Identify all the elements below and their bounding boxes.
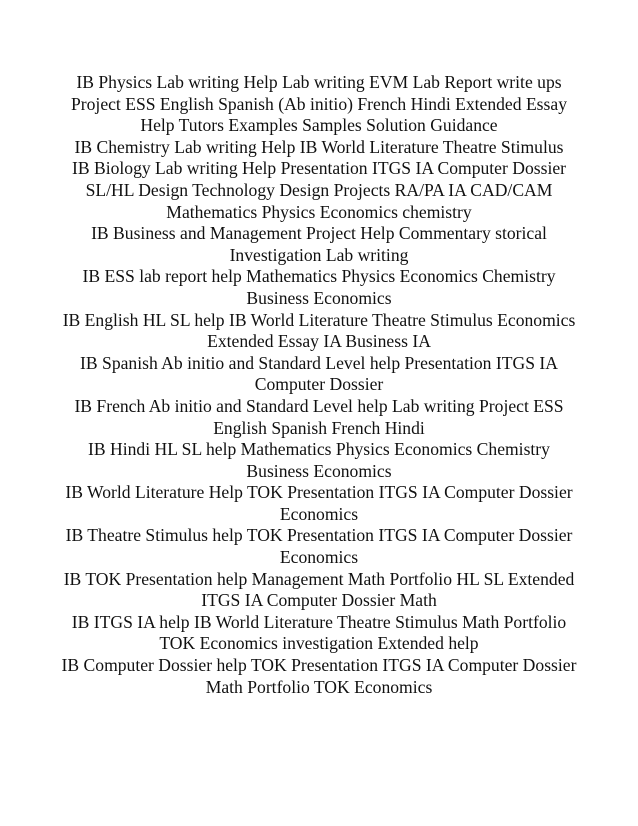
paragraph-computer-dossier: IB Computer Dossier help TOK Presentation ITGS IA Computer Dossier Math Portfolio TOK Economics [61,655,577,697]
paragraph-chemistry: IB Chemistry Lab writing Help IB World Literature Theatre Stimulus [74,136,564,157]
paragraph-theatre: IB Theatre Stimulus help TOK Presentation ITGS IA Computer Dossier Economics [65,525,573,568]
paragraph-ess: IB ESS lab report help Mathematics Physics Economics Chemistry Business Economics [82,266,556,308]
paragraph-spanish: IB Spanish Ab initio and Standard Level help Presentation ITGS IA Computer Dossier [80,352,558,395]
paragraph-world-literature: IB World Literature Help TOK Presentation ITGS IA Computer Dossier Economics [65,482,573,524]
paragraph-biology: IB Biology Lab writing Help Presentation ITGS IA Computer Dossier SL/HL Design Technology Design Projects RA/PA IA CAD/CAM Mathematics Physics Economics chemistry [71,158,567,222]
paragraph-english: IB English HL SL help IB World Literature Theatre Stimulus Economics Extended Essay IA Business IA [62,309,576,352]
paragraph-tok: IB TOK Presentation help Management Math Portfolio HL SL Extended ITGS IA Computer Dossier Math [63,568,575,611]
paragraph-business: IB Business and Management Project Help Commentary storical Investigation Lab writing [91,223,547,265]
paragraph-hindi: IB Hindi HL SL help Mathematics Physics Economics Chemistry Business Economics [88,439,550,481]
paragraph-french: IB French Ab initio and Standard Level help Lab writing Project ESS English Spanish French Hindi [74,395,564,438]
paragraph-itgs: IB ITGS IA help IB World Literature Theatre Stimulus Math Portfolio TOK Economics investigation Extended help [71,611,567,654]
paragraph-physics: IB Physics Lab writing Help Lab writing EVM Lab Report write ups Project ESS English Spanish (Ab initio) French Hindi Extended Essay Help Tutors Examples Samples Solution Guidance [70,72,567,136]
document-body [60,72,578,698]
